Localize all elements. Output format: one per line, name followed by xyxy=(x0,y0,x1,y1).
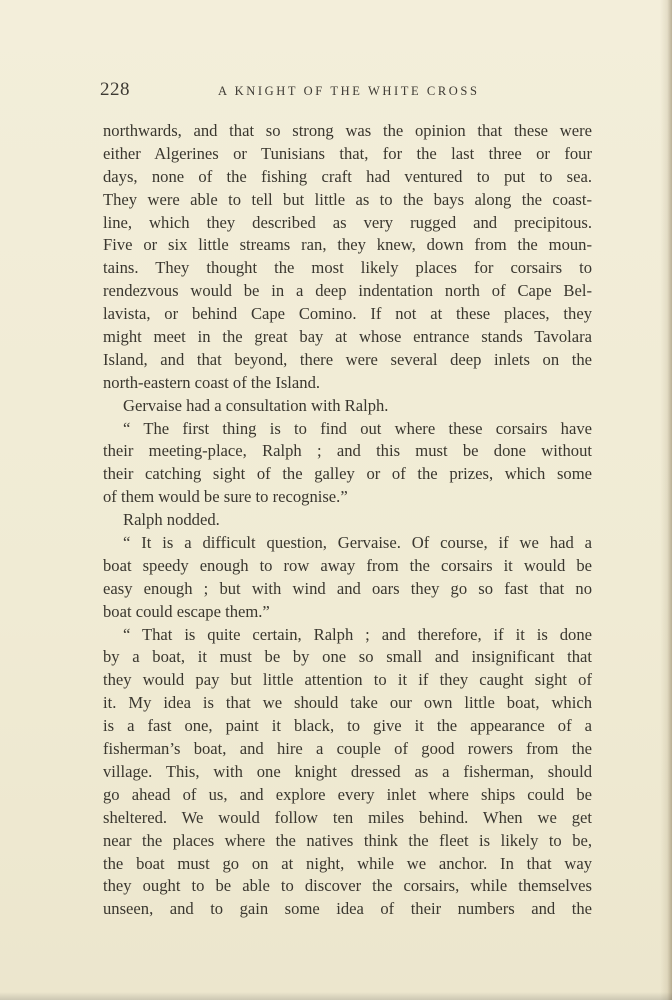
text-line: Island, and that beyond, there were several deep inlets on the xyxy=(103,349,592,369)
text-line: go ahead of us, and explore every inlet where ships could be xyxy=(103,784,592,804)
text-line: near the places where the natives think the fleet is likely to be, xyxy=(103,830,592,850)
page-body-text xyxy=(103,120,592,921)
text-line: their meeting-place, Ralph ; and this must be done without xyxy=(103,441,592,461)
text-line: boat could escape them.” xyxy=(103,601,270,621)
text-line: of them would be sure to recognise.” xyxy=(103,487,348,507)
text-line: “ That is quite certain, Ralph ; and therefore, if it is done xyxy=(123,624,592,644)
text-line: by a boat, it must be by one so small and insignificant that xyxy=(103,647,592,667)
text-line: tains. They thought the most likely places for corsairs to xyxy=(103,258,592,278)
running-header xyxy=(100,78,592,104)
text-line: boat speedy enough to row away from the corsairs it would be xyxy=(103,555,592,575)
text-line: fisherman’s boat, and hire a couple of good rowers from the xyxy=(103,739,592,759)
text-line: either Algerines or Tunisians that, for the last three or four xyxy=(103,143,592,163)
text-line: “ The first thing is to find out where these corsairs have xyxy=(123,418,592,438)
text-line: north-eastern coast of the Island. xyxy=(103,372,321,392)
page-number: 228 xyxy=(100,79,130,100)
text-line: it. My idea is that we should take our own little boat, which xyxy=(103,693,592,713)
text-line: northwards, and that so strong was the opinion that these were xyxy=(103,121,592,140)
text-line: Ralph nodded. xyxy=(123,510,220,530)
text-line: They were able to tell but little as to the bays along the coast- xyxy=(103,189,592,209)
text-line: unseen, and to gain some idea of their numbers and the xyxy=(103,899,592,919)
page-bottom-shadow xyxy=(0,992,672,1000)
text-line: Five or six little streams ran, they knew, down from the moun- xyxy=(103,235,592,255)
text-line: village. This, with one knight dressed as a fisherman, should xyxy=(103,761,592,781)
text-line: Gervaise had a consultation with Ralph. xyxy=(123,395,389,415)
running-title: A KNIGHT OF THE WHITE CROSS xyxy=(218,84,480,98)
text-line: might meet in the great bay at whose entrance stands Tavolara xyxy=(103,327,592,347)
text-line: they would pay but little attention to it if they caught sight of xyxy=(103,670,592,690)
page-edge-shadow xyxy=(660,0,672,1000)
text-line: line, which they described as very rugged and precipitous. xyxy=(103,212,592,232)
text-line: the boat must go on at night, while we anchor. In that way xyxy=(103,853,592,873)
text-line: rendezvous would be in a deep indentation north of Cape Bel- xyxy=(103,281,592,301)
text-line: they ought to be able to discover the corsairs, while themselves xyxy=(103,876,592,896)
text-line: “ It is a difficult question, Gervaise. Of course, if we had a xyxy=(123,533,592,553)
text-line: sheltered. We would follow ten miles behind. When we get xyxy=(103,807,592,827)
text-line: easy enough ; but with wind and oars they go so fast that no xyxy=(103,578,592,598)
text-line: days, none of the fishing craft had ventured to put to sea. xyxy=(103,166,592,186)
text-line: is a fast one, paint it black, to give it the appearance of a xyxy=(103,716,592,736)
text-line: their catching sight of the galley or of the prizes, which some xyxy=(103,464,592,484)
text-line: lavista, or behind Cape Comino. If not at these places, they xyxy=(103,304,592,324)
